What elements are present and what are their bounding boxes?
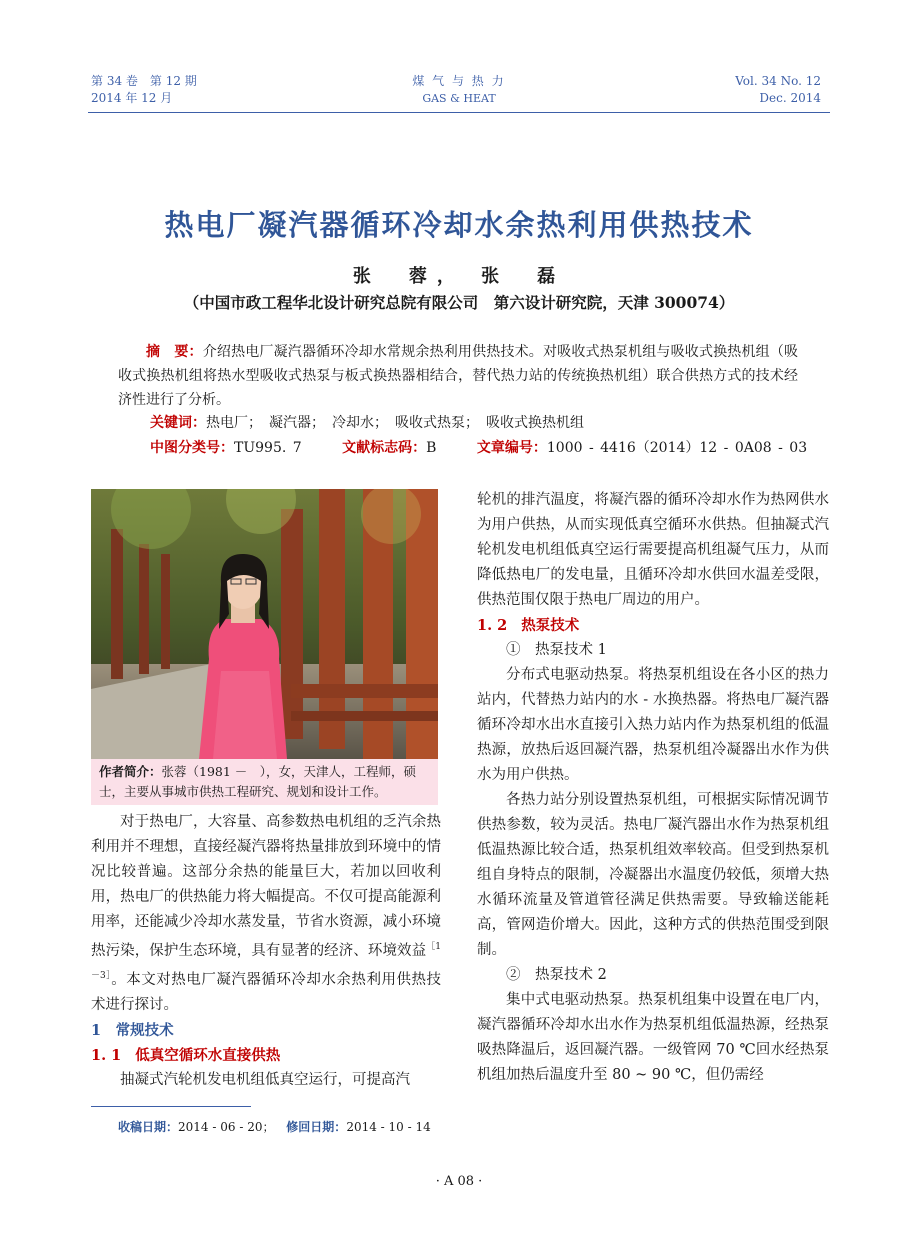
subheading-heat-pump-1: ① 热泵技术 1 (506, 642, 607, 658)
section-heading-1-2 (477, 613, 829, 638)
doc-code-label: 文献标志码： (342, 440, 427, 456)
section-number: 1. 2 (477, 617, 508, 634)
body-paragraph-continued: 轮机的排汽温度，将凝汽器的循环冷却水作为热网供水为用户供热，从而实现低真空循环水供热。但抽凝式汽轮机发电机组低真空运行需要提高机组凝气压力，从而降低热电厂的发电量，且循环冷却水供回水温差受限，供热范围仅限于热电厂周边的用户。 (477, 492, 829, 608)
abstract (118, 340, 798, 412)
journal-name-en: GAS & HEAT (422, 92, 496, 105)
revised-label: 修回日期： (286, 1120, 347, 1134)
keywords (150, 412, 584, 432)
body-paragraph: 各热力站分别设置热泵机组，可根据实际情况调节供热参数，较为灵活。热电厂凝汽器出水作为热泵机组低温热源比较合适，热泵机组效率较高。但受到热泵机组自身特点的限制，冷凝器出水温度仍较低，须增大热水循环流量及管道管径满足供热需要。导致输送能耗高，管网造价增大。因此，这种方式的供热范围受到限制。 (477, 792, 829, 958)
header-rule (88, 112, 830, 113)
right-column (477, 488, 829, 1088)
affiliation: （中国市政工程华北设计研究总院有限公司 第六设计研究院，天津 300074） (183, 293, 735, 312)
volume-issue-en: Vol. 34 No. 12 (735, 74, 821, 88)
revised-date: 2014 - 10 - 14 (346, 1120, 431, 1134)
footnote-dates (118, 1118, 431, 1135)
author-bio-label: 作者简介： (99, 764, 162, 779)
body-paragraph: 抽凝式汽轮机发电机组低真空运行，可提高汽 (120, 1071, 410, 1088)
intro-paragraph (91, 810, 441, 1018)
author-bio-text: 张蓉（1981 － ），女，天津人，工程师，硕士，主要从事城市供热工程研究、规划和设计工作。 (99, 764, 417, 799)
keywords-text: 热电厂； 凝汽器； 冷却水； 吸收式热泵； 吸收式换热机组 (206, 415, 584, 431)
doc-code-value: B (426, 440, 437, 456)
abstract-text: 介绍热电厂凝汽器循环冷却水常规余热利用供热技术。对吸收式热泵机组与吸收式换热机组（吸收式换热机组将热水型吸收式热泵与板式换热器相结合，替代热力站的传统换热机组）联合供热方式的技术经济性进行了分析。 (118, 344, 799, 408)
article-id-value: 1000 - 4416（2014）12 - 0A08 - 03 (546, 440, 808, 456)
issue-date: 2014 年 12 月 (91, 91, 173, 105)
clc-value: TU995. 7 (234, 440, 302, 456)
journal-name-cn: 煤 气 与 热 力 (412, 74, 506, 88)
article-id-label: 文章编号： (476, 440, 547, 456)
footnote-rule (91, 1106, 251, 1107)
author-photo-image (91, 489, 438, 759)
left-column (91, 810, 441, 1093)
section-title: 低真空循环水直接供热 (135, 1046, 281, 1064)
abstract-label: 摘 要： (146, 344, 203, 360)
author-bio (91, 759, 438, 805)
section-number: 1. 1 (91, 1046, 122, 1064)
section-title: 热泵技术 (521, 617, 580, 634)
citation-ref: ［1－3］ (91, 942, 442, 981)
page-number: · A 08 · (435, 1174, 483, 1189)
section-heading-1-1 (91, 1043, 441, 1068)
received-date: 2014 - 06 - 20； (178, 1120, 275, 1134)
volume-issue: 第 34 卷 第 12 期 (91, 74, 197, 88)
subheading-heat-pump-2: ② 热泵技术 2 (506, 967, 607, 983)
intro-text: 对于热电厂，大容量、高参数热电机组的乏汽余热利用并不理想，直接经凝汽器将热量排放到环境中的情况比较普遍。这部分余热的能量巨大，若加以回收利用，热电厂的供热能力将大幅提高。不仅可提高能源利用率，还能减少冷却水蒸发量，节省水资源，减小环境热污染，保护生态环境，具有显著的经济、环境效益 (91, 814, 441, 959)
authors: 张 蓉， 张 磊 (352, 266, 566, 287)
body-paragraph: 集中式电驱动热泵。热泵机组集中设置在电厂内，凝汽器循环冷却水出水作为热泵机组低温热源，经热泵吸热降温后，返回凝汽器。一级管网 70 ℃回水经热泵机组加热后温度升至 80 ~ 90 ℃，但仍需经 (477, 992, 829, 1083)
issue-date-en: Dec. 2014 (759, 91, 821, 105)
classification-line (150, 437, 813, 457)
article-title: 热电厂凝汽器循环冷却水余热利用供热技术 (164, 208, 754, 242)
journal-issue-info-en (735, 73, 821, 107)
body-paragraph: 分布式电驱动热泵。将热泵机组设在各小区的热力站内，代替热力站内的水 - 水换热器。将热电厂凝汽器循环冷却水出水直接引入热力站内作为热泵机组的低温热源，放热后返回凝汽器，热泵机组冷凝器出水作为供水为用户供热。 (477, 667, 829, 783)
author-photo (91, 489, 438, 759)
section-heading-1: 1 常规技术 (91, 1021, 174, 1039)
clc-label: 中图分类号： (150, 440, 234, 456)
intro-text-tail: 。本文对热电厂凝汽器循环冷却水余热利用供热技术进行探讨。 (91, 971, 441, 1013)
received-label: 收稿日期： (118, 1120, 179, 1134)
keywords-label: 关键词： (150, 415, 206, 431)
